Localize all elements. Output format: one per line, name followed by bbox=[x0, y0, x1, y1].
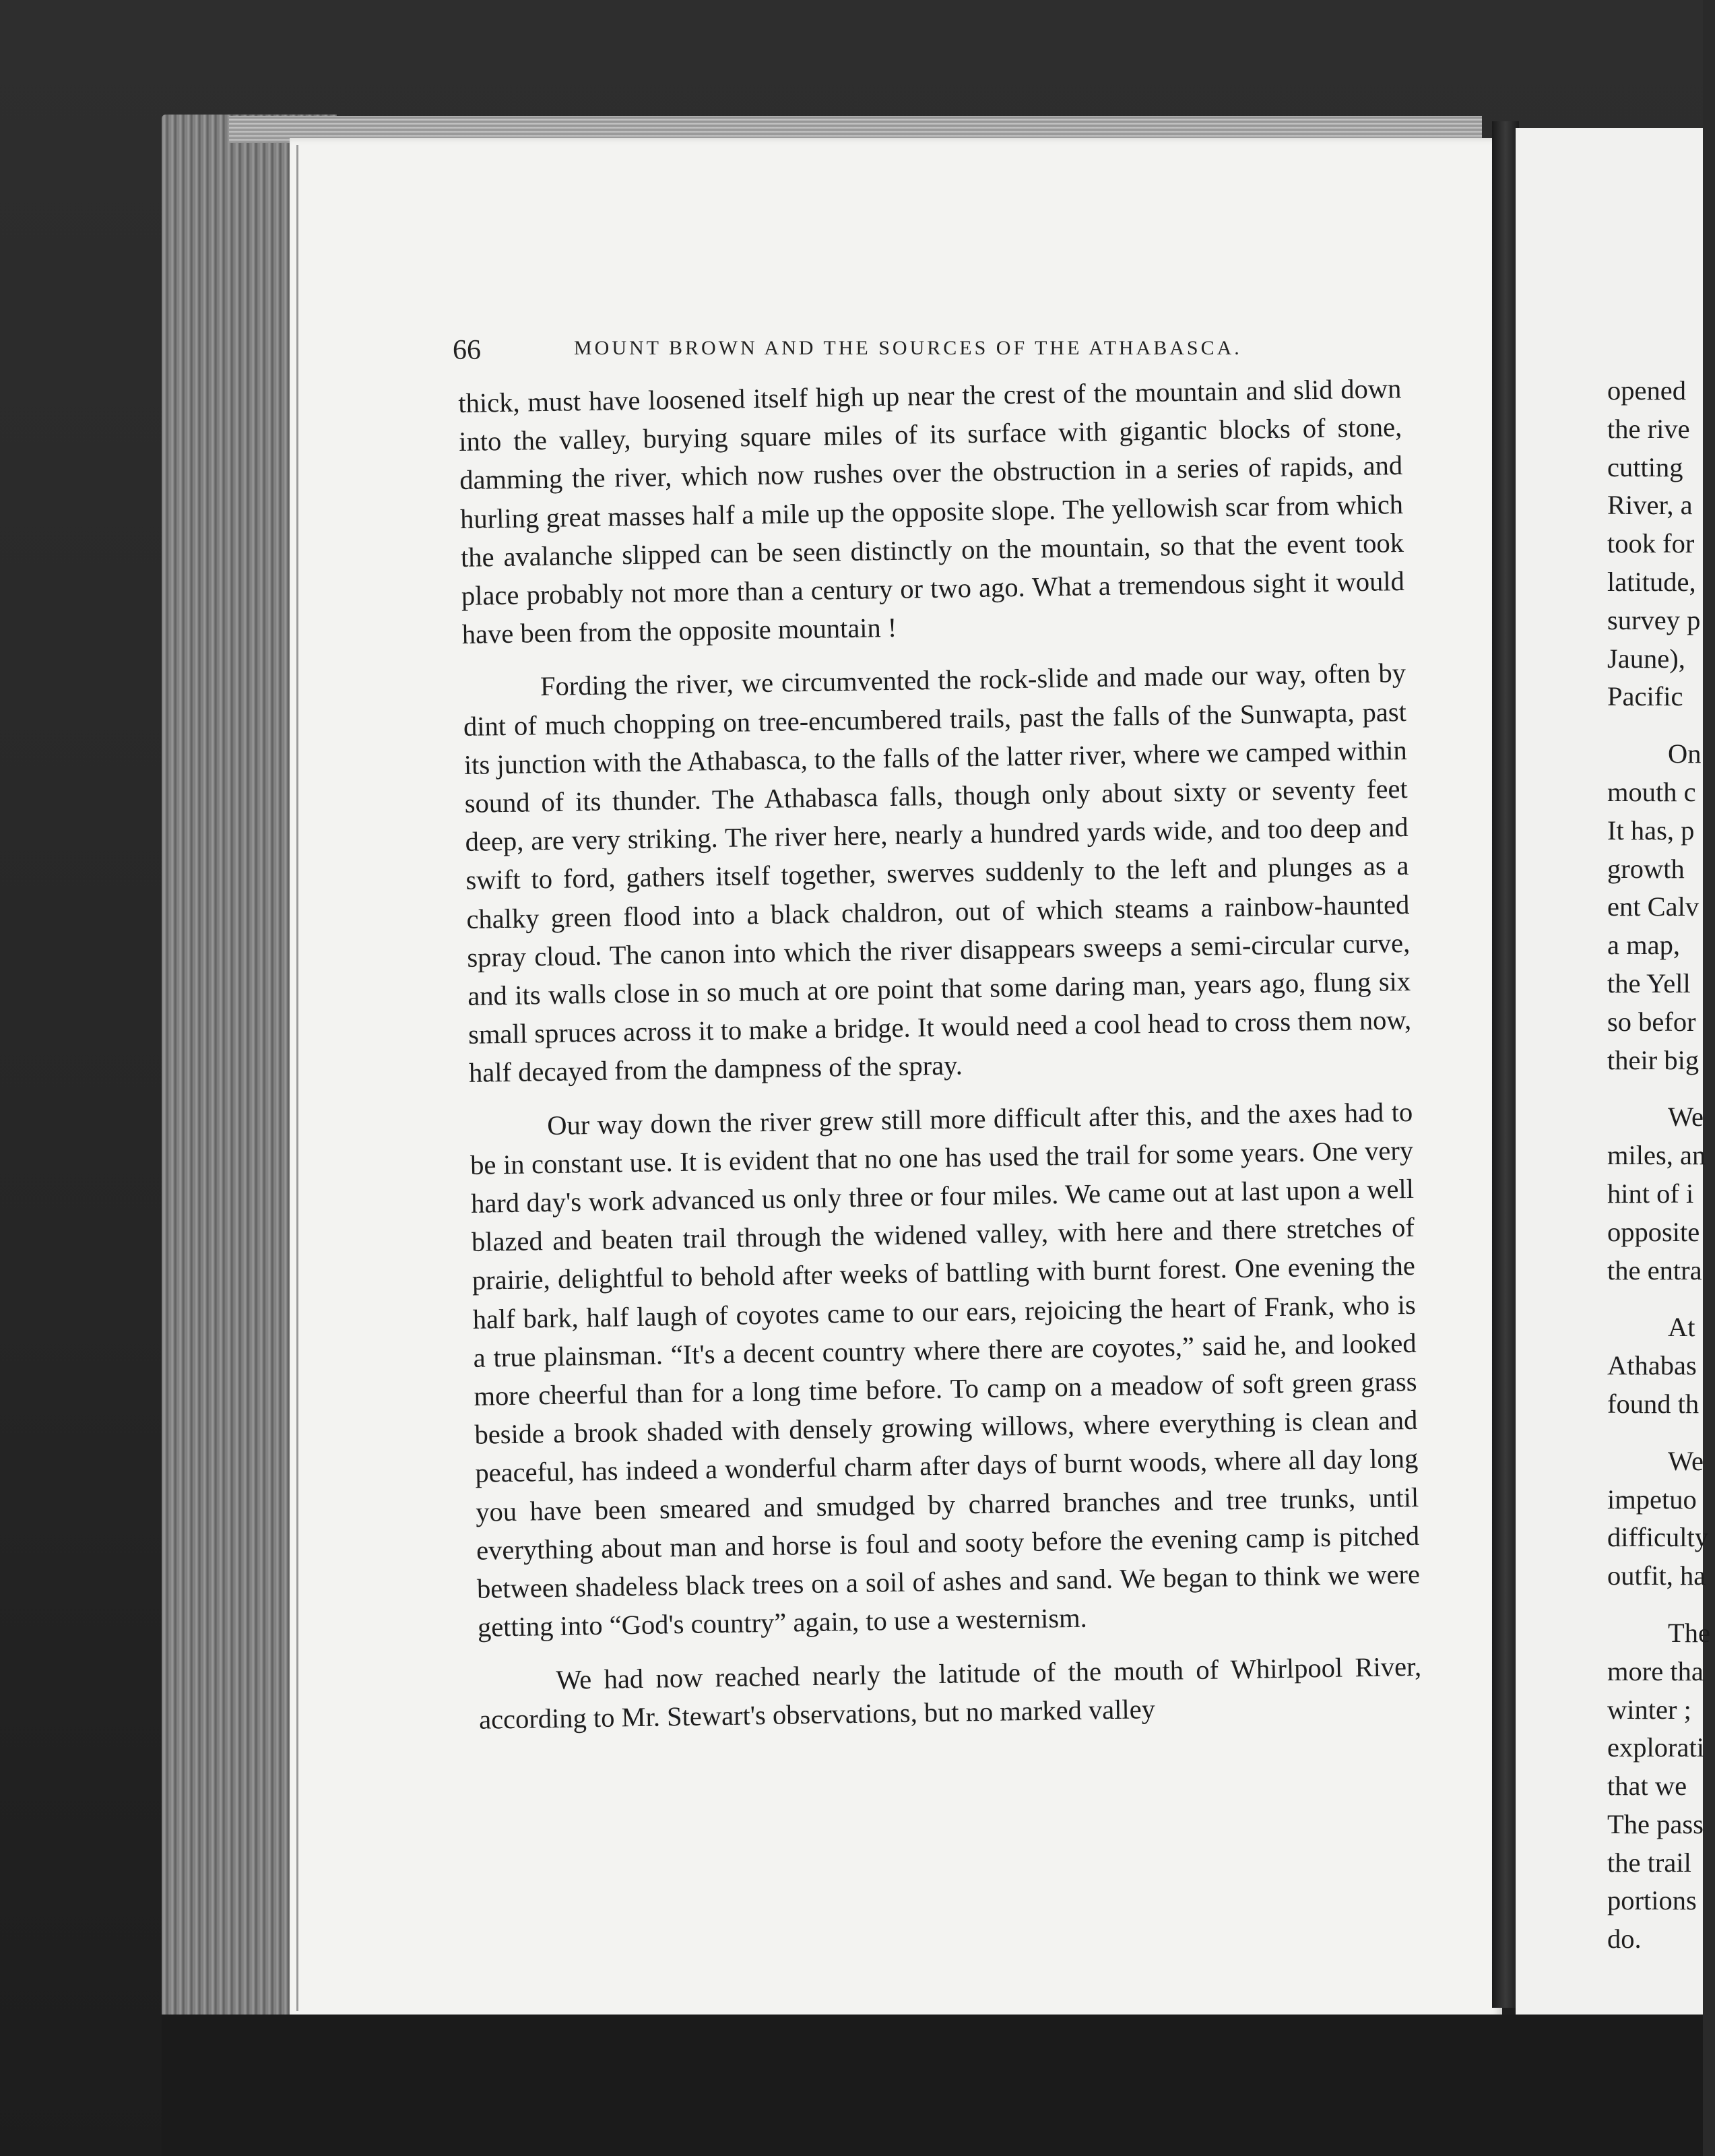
text-line: hint of i bbox=[1607, 1178, 1694, 1209]
body-text bbox=[458, 369, 1423, 1754]
text-line: On bbox=[1668, 738, 1702, 769]
text-line: portions bbox=[1607, 1885, 1697, 1916]
text-line: mouth c bbox=[1607, 776, 1696, 807]
text-line: We bbox=[1668, 1102, 1704, 1133]
text-line: The pass bbox=[1607, 1808, 1704, 1839]
text-line: We bbox=[1668, 1445, 1704, 1476]
paragraph: thick, must have loosened itself high up near the crest of the mountain and slid down into the valley, burying square miles of its surface with gigantic blocks of stone, damming the river, which now rushes over the obstruction in a series of rapids, and hurling great masses half a mile up the opposite slope. The yellowish scar from which the avalanche slipped can be seen distinctly on the mountain, so that the event took place probably not more than a century or two ago. What a tremendous sight it would have been from the opposite mountain ! bbox=[458, 373, 1405, 650]
text-line: more tha bbox=[1607, 1655, 1704, 1686]
paragraph-gap bbox=[1607, 716, 1715, 735]
book-gutter bbox=[1492, 121, 1519, 2008]
text-line: the Yell bbox=[1607, 968, 1691, 998]
text-line: growth bbox=[1607, 853, 1685, 884]
text-line: their big bbox=[1607, 1044, 1700, 1075]
text-line: a map, bbox=[1607, 930, 1680, 961]
right-page-text bbox=[1607, 372, 1715, 1959]
text-line: that we bbox=[1607, 1771, 1687, 1802]
paragraph-gap bbox=[1607, 1290, 1715, 1308]
text-line: It has, p bbox=[1607, 815, 1695, 846]
text-line: At bbox=[1668, 1312, 1695, 1343]
bottom-shadow bbox=[162, 2015, 1703, 2156]
text-line: found th bbox=[1607, 1388, 1700, 1419]
text-line: opened bbox=[1607, 375, 1686, 406]
text-line: the entra bbox=[1607, 1255, 1702, 1286]
text-line: Pacific bbox=[1607, 681, 1683, 712]
text-line: Athabas bbox=[1607, 1350, 1697, 1381]
paragraph-gap bbox=[1607, 1424, 1715, 1442]
text-line: Jaune), bbox=[1607, 643, 1685, 674]
text-line: River, a bbox=[1607, 490, 1693, 521]
paragraph-gap bbox=[1607, 1595, 1715, 1614]
text-line: miles, an bbox=[1607, 1140, 1706, 1171]
text-line: do. bbox=[1607, 1924, 1642, 1955]
text-line: so befor bbox=[1607, 1006, 1696, 1037]
page-number: 66 bbox=[453, 335, 481, 366]
text-line: took for bbox=[1607, 528, 1695, 559]
paragraph: Fording the river, we circumvented the rock-slide and made our way, often by dint of much chopping on tree-encumbered trails, past the falls of the Sunwapta, past its junction with the Athabasca, to the falls of the latter river, where we camped within sound of its thunder. The Athabasca falls, though only about sixty or seventy feet deep, are very striking. The river here, nearly a hundred yards wide, and too deep and swift to ford, gathers itself together, swerves suddenly to the left and plunges as a chalky green flood into a black chaldron, out of which steams a rainbow-haunted spray cloud. The canon into which the river disappears sweeps a semi-circular curve, and its walls close in so much at ore point that some daring man, years ago, flung six small spruces across it to make a bridge. It would need a cool head to cross them now, half decayed from the dampness of the spray. bbox=[463, 658, 1412, 1089]
text-line: the rive bbox=[1607, 413, 1690, 444]
paragraph-gap bbox=[1607, 1079, 1715, 1098]
running-head: MOUNT BROWN AND THE SOURCES OF THE ATHABASCA. bbox=[574, 337, 1242, 359]
text-line: cutting bbox=[1607, 451, 1683, 482]
paragraph: We had now reached nearly the latitude of the mouth of Whirlpool River, according to Mr. Stewart's observations, but no marked valley bbox=[478, 1651, 1422, 1735]
text-line: impetuo bbox=[1607, 1484, 1697, 1515]
text-line: the trail bbox=[1607, 1847, 1691, 1878]
text-line: winter ; bbox=[1607, 1694, 1691, 1725]
text-line: outfit, ha bbox=[1607, 1560, 1706, 1591]
paragraph: Our way down the river grew still more difficult after this, and the axes had to be in constant use. It is evident that no one has used the trail for some years. One very hard day's work advanced us only three or four miles. We came out at last upon a well blazed and beaten trail through the widened valley, with here and there stretches of prairie, delightful to behold after weeks of battling with burnt forest. One evening the half bark, half laugh of coyotes came to our ears, rejoicing the heart of Frank, who is a true plainsman. “It's a decent country where there are coyotes,” said he, and looked more cheerful than for a long time before. To camp on a meadow of soft green grass beside a brook shaded with densely growing willows, where everything is clean and peaceful, has indeed a wonderful charm after days of burnt woods, where all day long you have been smeared and smudged by charred branches and tree trunks, until everything about man and horse is foul and sooty before the evening camp is pitched between shadeless black trees on a soil of ashes and sand. We began to think we were getting into “God's country” again, to use a westernism. bbox=[470, 1096, 1421, 1643]
text-line: ent Calv bbox=[1607, 891, 1700, 922]
text-line: survey p bbox=[1607, 604, 1701, 635]
text-line: explorati bbox=[1607, 1732, 1704, 1763]
text-line: The bbox=[1668, 1617, 1710, 1648]
text-line: latitude, bbox=[1607, 566, 1696, 597]
text-line: difficulty bbox=[1607, 1522, 1708, 1553]
text-line: opposite bbox=[1607, 1216, 1700, 1247]
